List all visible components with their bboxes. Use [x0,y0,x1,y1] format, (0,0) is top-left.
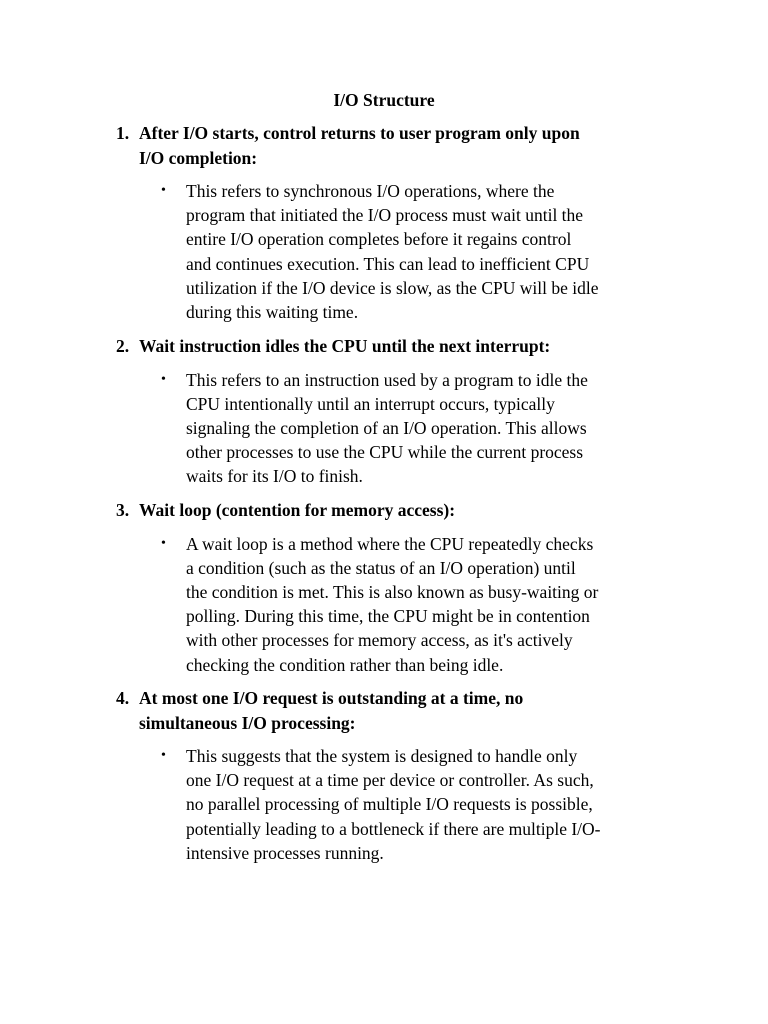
section-heading-text: After I/O starts, control returns to user program only upon I/O completion: [139,123,580,168]
section-3 [116,498,686,677]
bullet-text: This refers to an instruction used by a program to idle the CPU intentionally until an interrupt occurs, typically signaling the completion of an I/O operation. This allows other processes to use the CPU while the current process waits for its I/O to finish. [186,369,588,487]
section-2 [116,334,686,489]
bullet-dot-icon: • [161,183,166,198]
section-heading-text: Wait instruction idles the CPU until the next interrupt: [139,336,551,356]
bullet-item [161,532,686,677]
section-heading [116,686,686,735]
bullet-item [161,179,686,324]
page-title: I/O Structure [333,90,435,110]
section-heading [116,498,686,523]
section-number: 3. [116,500,130,520]
section-heading [116,334,686,359]
section-4 [116,686,686,865]
section-number: 4. [116,688,130,708]
section-heading [116,121,686,170]
bullet-text: A wait loop is a method where the CPU repeatedly checks a condition (such as the status of an I/O operation) until the condition is met. This is also known as busy-waiting or polling. During this time, the CPU might be in contention with other processes for memory access, as it's actively checking the condition rather than being idle. [186,533,599,675]
section-heading-text: At most one I/O request is outstanding at a time, no simultaneous I/O processing: [139,688,524,733]
bullet-dot-icon: • [161,748,166,763]
section-number: 1. [116,123,130,143]
bullet-dot-icon: • [161,535,166,551]
bullet-text: This refers to synchronous I/O operations, where the program that initiated the I/O process must wait until the entire I/O operation completes before it regains control and continues execution. This can lead to inefficient CPU utilization if the I/O device is slow, as the CPU will be idle during this waiting time. [186,181,599,323]
section-heading-text: Wait loop (contention for memory access): [139,500,456,520]
bullet-text: This suggests that the system is designed to handle only one I/O request at a time per device or controller. As such, no parallel processing of multiple I/O requests is possible, potentially leading to a bottleneck if there are multiple I/O- intensive processes running. [186,746,601,863]
bullet-dot-icon: • [161,371,166,387]
section-number: 2. [116,336,130,356]
section-1 [116,121,686,324]
bullet-item [161,368,686,489]
bullet-item [161,744,686,865]
